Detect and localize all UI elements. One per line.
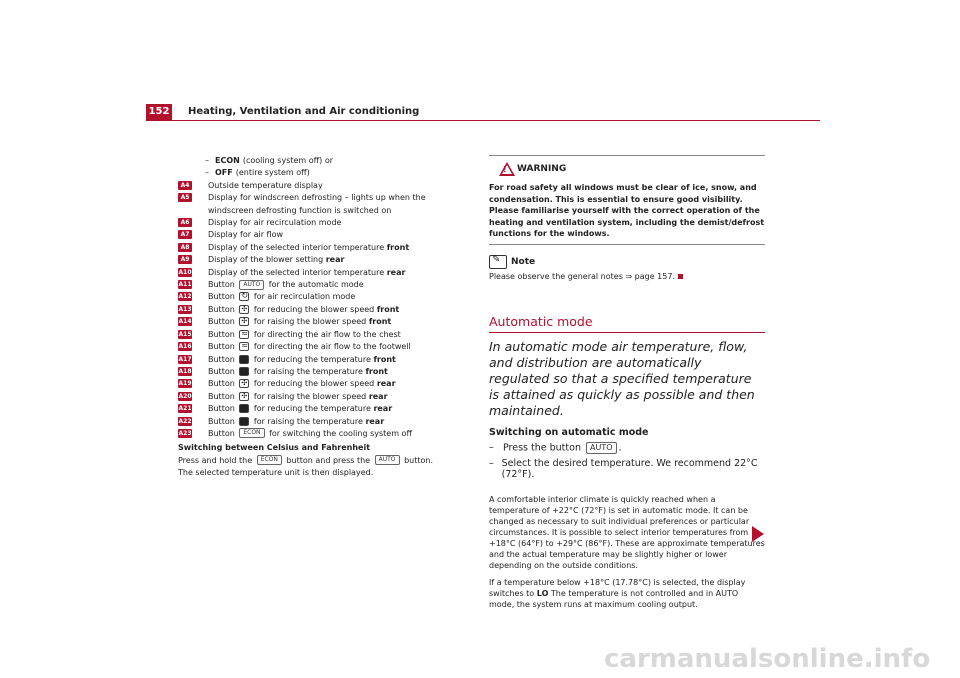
text-fragment: The temperature is not controlled and in AUTO mode, the system runs at maximum cooling output. xyxy=(489,588,739,609)
text-fragment: for raising the temperature xyxy=(253,366,363,376)
item-text xyxy=(208,366,392,378)
lead-paragraph: In automatic mode air temperature, flow, and distribution are automatically regulated so that a specified temperature is attained as quickly as possible and then maintained. xyxy=(489,338,755,418)
emphasis: rear xyxy=(368,391,388,401)
temperature-button-icon xyxy=(239,404,249,413)
dash: – xyxy=(205,168,209,178)
text-fragment: button. xyxy=(404,455,434,465)
text-fragment: Display for air flow xyxy=(208,230,284,240)
mode-label: ECON xyxy=(215,156,240,165)
paragraph xyxy=(489,577,765,610)
item-text xyxy=(208,378,400,390)
emphasis: rear xyxy=(325,255,345,265)
text-fragment: Button xyxy=(208,391,235,401)
item-badge: A12 xyxy=(178,293,192,301)
item-text xyxy=(208,316,395,328)
item-badge: A4 xyxy=(178,181,192,190)
text-fragment: Button xyxy=(208,304,235,314)
text-fragment: Button xyxy=(208,404,235,414)
list-item xyxy=(178,217,470,229)
recirculation-icon xyxy=(239,292,249,301)
text-fragment: Press and hold the xyxy=(178,455,253,465)
item-text xyxy=(208,291,359,303)
emphasis: front xyxy=(376,304,400,314)
item-badge: A13 xyxy=(178,305,192,313)
note-block xyxy=(489,255,765,281)
item-badge: A22 xyxy=(178,417,192,425)
list-item xyxy=(178,180,470,192)
sub-heading: Switching on automatic mode xyxy=(489,426,649,438)
text-fragment: for raising the blower speed xyxy=(253,317,367,327)
text-fragment: for directing the air flow to the chest xyxy=(253,329,401,339)
list-item xyxy=(178,341,470,353)
item-text xyxy=(208,354,400,366)
item-text xyxy=(208,428,416,440)
list-item xyxy=(178,291,470,303)
item-badge: A5 xyxy=(178,193,192,202)
item-badge: A19 xyxy=(178,380,192,388)
step-text: Select the desired temperature. We recommend 22°C (72°F). xyxy=(501,457,758,480)
item-text xyxy=(208,403,396,415)
text-fragment: for air recirculation mode xyxy=(253,292,356,302)
item-badge: A16 xyxy=(178,343,192,351)
section-title: Automatic mode xyxy=(489,314,765,333)
item-badge: A11 xyxy=(178,281,192,289)
item-badge: A6 xyxy=(178,218,192,227)
auto-key: AUTO xyxy=(375,455,400,465)
text-fragment: Button xyxy=(208,428,235,438)
item-text xyxy=(208,391,392,403)
item-text: (entire system off) xyxy=(235,168,310,178)
text-fragment: Display of the blower setting xyxy=(208,255,324,265)
text-fragment: Press the button xyxy=(503,442,581,453)
list-item xyxy=(178,378,470,390)
list-item xyxy=(178,167,470,179)
warning-box xyxy=(489,155,765,245)
item-badge: A20 xyxy=(178,392,192,400)
item-badge: A15 xyxy=(178,330,192,338)
emphasis: front xyxy=(386,242,410,252)
note-text-content: Please observe the general notes ⇒ page 157. xyxy=(489,271,675,281)
page-header-title: Heating, Ventilation and Air conditioning xyxy=(188,106,420,117)
item-text xyxy=(208,267,409,279)
right-column xyxy=(489,155,765,610)
fan-icon xyxy=(239,392,249,401)
item-text xyxy=(208,416,388,428)
step-item xyxy=(489,458,765,480)
dash: – xyxy=(489,457,494,469)
text-fragment: Button xyxy=(208,292,235,302)
text-fragment: Button xyxy=(208,366,235,376)
text-fragment: button and press the xyxy=(286,455,371,465)
warning-icon xyxy=(499,162,515,176)
list-item xyxy=(178,304,470,316)
emphasis: rear xyxy=(365,416,385,426)
item-text xyxy=(208,304,403,316)
text-fragment: Display of the selected interior temperature xyxy=(208,242,385,252)
warning-heading xyxy=(489,162,765,178)
text-fragment: for switching the cooling system off xyxy=(269,428,412,438)
item-text xyxy=(208,279,368,291)
list-item xyxy=(178,192,470,217)
list-item xyxy=(178,316,470,328)
emphasis: front xyxy=(365,366,388,376)
text-fragment: for reducing the blower speed xyxy=(253,304,375,314)
dash: – xyxy=(489,441,494,453)
item-badge: A18 xyxy=(178,367,192,375)
text-fragment: Button xyxy=(208,379,235,389)
step-text xyxy=(503,442,622,454)
list-item xyxy=(178,403,470,415)
fan-icon xyxy=(239,317,249,326)
text-fragment: Outside temperature display xyxy=(208,180,323,190)
temperature-button-icon xyxy=(239,367,249,376)
fan-icon xyxy=(239,305,249,314)
auto-key: AUTO xyxy=(586,442,617,454)
text-fragment: for reducing the temperature xyxy=(253,404,371,414)
text-fragment: Display for windscreen defrosting – lights up when the windscreen defrosting function is switched on xyxy=(208,193,426,215)
item-badge: A10 xyxy=(178,268,192,276)
econ-key: ECON xyxy=(257,455,282,465)
emphasis: front xyxy=(368,317,392,327)
text-fragment: If a temperature below +18°C (17.78°C) is selected, the display switches to xyxy=(489,577,746,598)
item-text xyxy=(208,229,287,241)
list-item xyxy=(178,254,470,266)
mode-label: OFF xyxy=(215,168,233,178)
body-text: The selected temperature unit is then displayed. xyxy=(178,468,374,478)
item-badge: A23 xyxy=(178,429,192,437)
item-badge: A8 xyxy=(178,243,192,252)
emphasis: rear xyxy=(376,379,396,389)
section-heading: Switching between Celsius and Fahrenheit xyxy=(178,443,371,453)
body-text xyxy=(178,455,470,467)
next-page-arrow-icon[interactable] xyxy=(752,526,764,542)
text-fragment: Button xyxy=(208,354,235,364)
temperature-button-icon xyxy=(239,417,249,426)
text-fragment: Button xyxy=(208,342,235,352)
emphasis: front xyxy=(373,354,396,364)
item-text xyxy=(208,341,415,353)
header-rule xyxy=(146,120,820,121)
air-flow-icon xyxy=(239,330,249,339)
warning-exclamation: ! xyxy=(503,165,507,174)
watermark: carmanualsonline.info xyxy=(604,644,931,674)
item-text xyxy=(208,329,405,341)
end-marker xyxy=(678,274,683,279)
warning-label: WARNING xyxy=(517,164,567,174)
list-item xyxy=(178,366,470,378)
item-text: (cooling system off) or xyxy=(242,156,334,165)
note-icon xyxy=(489,255,507,269)
text-fragment: Display of the selected interior temperature xyxy=(208,267,385,277)
fan-icon xyxy=(239,379,249,388)
item-badge: A7 xyxy=(178,230,192,239)
dash: – xyxy=(205,156,209,165)
warning-text: For road safety all windows must be clear of ice, snow, and condensation. This is essential to ensure good visibility. Please familiarise yourself with the correct operation of the heating and ventilation system, including the demist/defrost functions for the windows. xyxy=(489,183,765,238)
item-text xyxy=(208,192,470,217)
temperature-button-icon xyxy=(239,355,249,364)
item-badge: A17 xyxy=(178,355,192,363)
page-number: 152 xyxy=(146,104,172,120)
text-fragment: for the automatic mode xyxy=(268,280,364,290)
item-badge: A9 xyxy=(178,255,192,264)
item-text xyxy=(208,242,413,254)
item-text xyxy=(208,217,345,229)
list-item xyxy=(178,242,470,254)
text-fragment: Button xyxy=(208,280,235,290)
note-text xyxy=(489,272,765,281)
text-fragment: Button xyxy=(208,416,235,426)
list-item xyxy=(178,416,470,428)
text-fragment: Display for air recirculation mode xyxy=(208,218,342,228)
emphasis: rear xyxy=(373,404,393,414)
list-item xyxy=(178,428,470,440)
item-text xyxy=(208,254,348,266)
list-item xyxy=(178,329,470,341)
paragraph: A comfortable interior climate is quickly reached when a temperature of +22°C (72°F) is set in automatic mode. It can be changed as necessary to suit individual preferences or particular circumstances. It is possible to select interior temperatures from +18°C (64°F) to +29°C (86°F). These are approximate temperatures and the actual temperature may be slightly higher or lower depending on the outside conditions. xyxy=(489,494,765,570)
text-fragment: for raising the blower speed xyxy=(253,391,367,401)
item-badge: A14 xyxy=(178,318,192,326)
text-fragment: . xyxy=(618,442,622,453)
text-fragment: Button xyxy=(208,317,235,327)
list-item xyxy=(178,267,470,279)
list-item xyxy=(178,391,470,403)
text-fragment: for directing the air flow to the footwell xyxy=(253,342,411,352)
econ-key: ECON xyxy=(239,428,264,438)
list-item xyxy=(178,155,470,167)
text-fragment: for reducing the temperature xyxy=(253,354,371,364)
list-item xyxy=(178,279,470,291)
lo-label: LO xyxy=(536,588,549,598)
note-label: Note xyxy=(511,256,536,267)
auto-key: AUTO xyxy=(239,280,264,290)
left-column xyxy=(178,155,470,480)
item-text xyxy=(208,180,327,192)
list-item xyxy=(178,229,470,241)
list-item xyxy=(178,354,470,366)
text-fragment: Button xyxy=(208,329,235,339)
text-fragment: for raising the temperature xyxy=(253,416,363,426)
emphasis: rear xyxy=(386,267,406,277)
item-badge: A21 xyxy=(178,405,192,413)
air-flow-icon xyxy=(239,342,249,351)
step-item xyxy=(489,442,765,454)
text-fragment: for reducing the blower speed xyxy=(253,379,375,389)
note-heading xyxy=(489,255,765,269)
